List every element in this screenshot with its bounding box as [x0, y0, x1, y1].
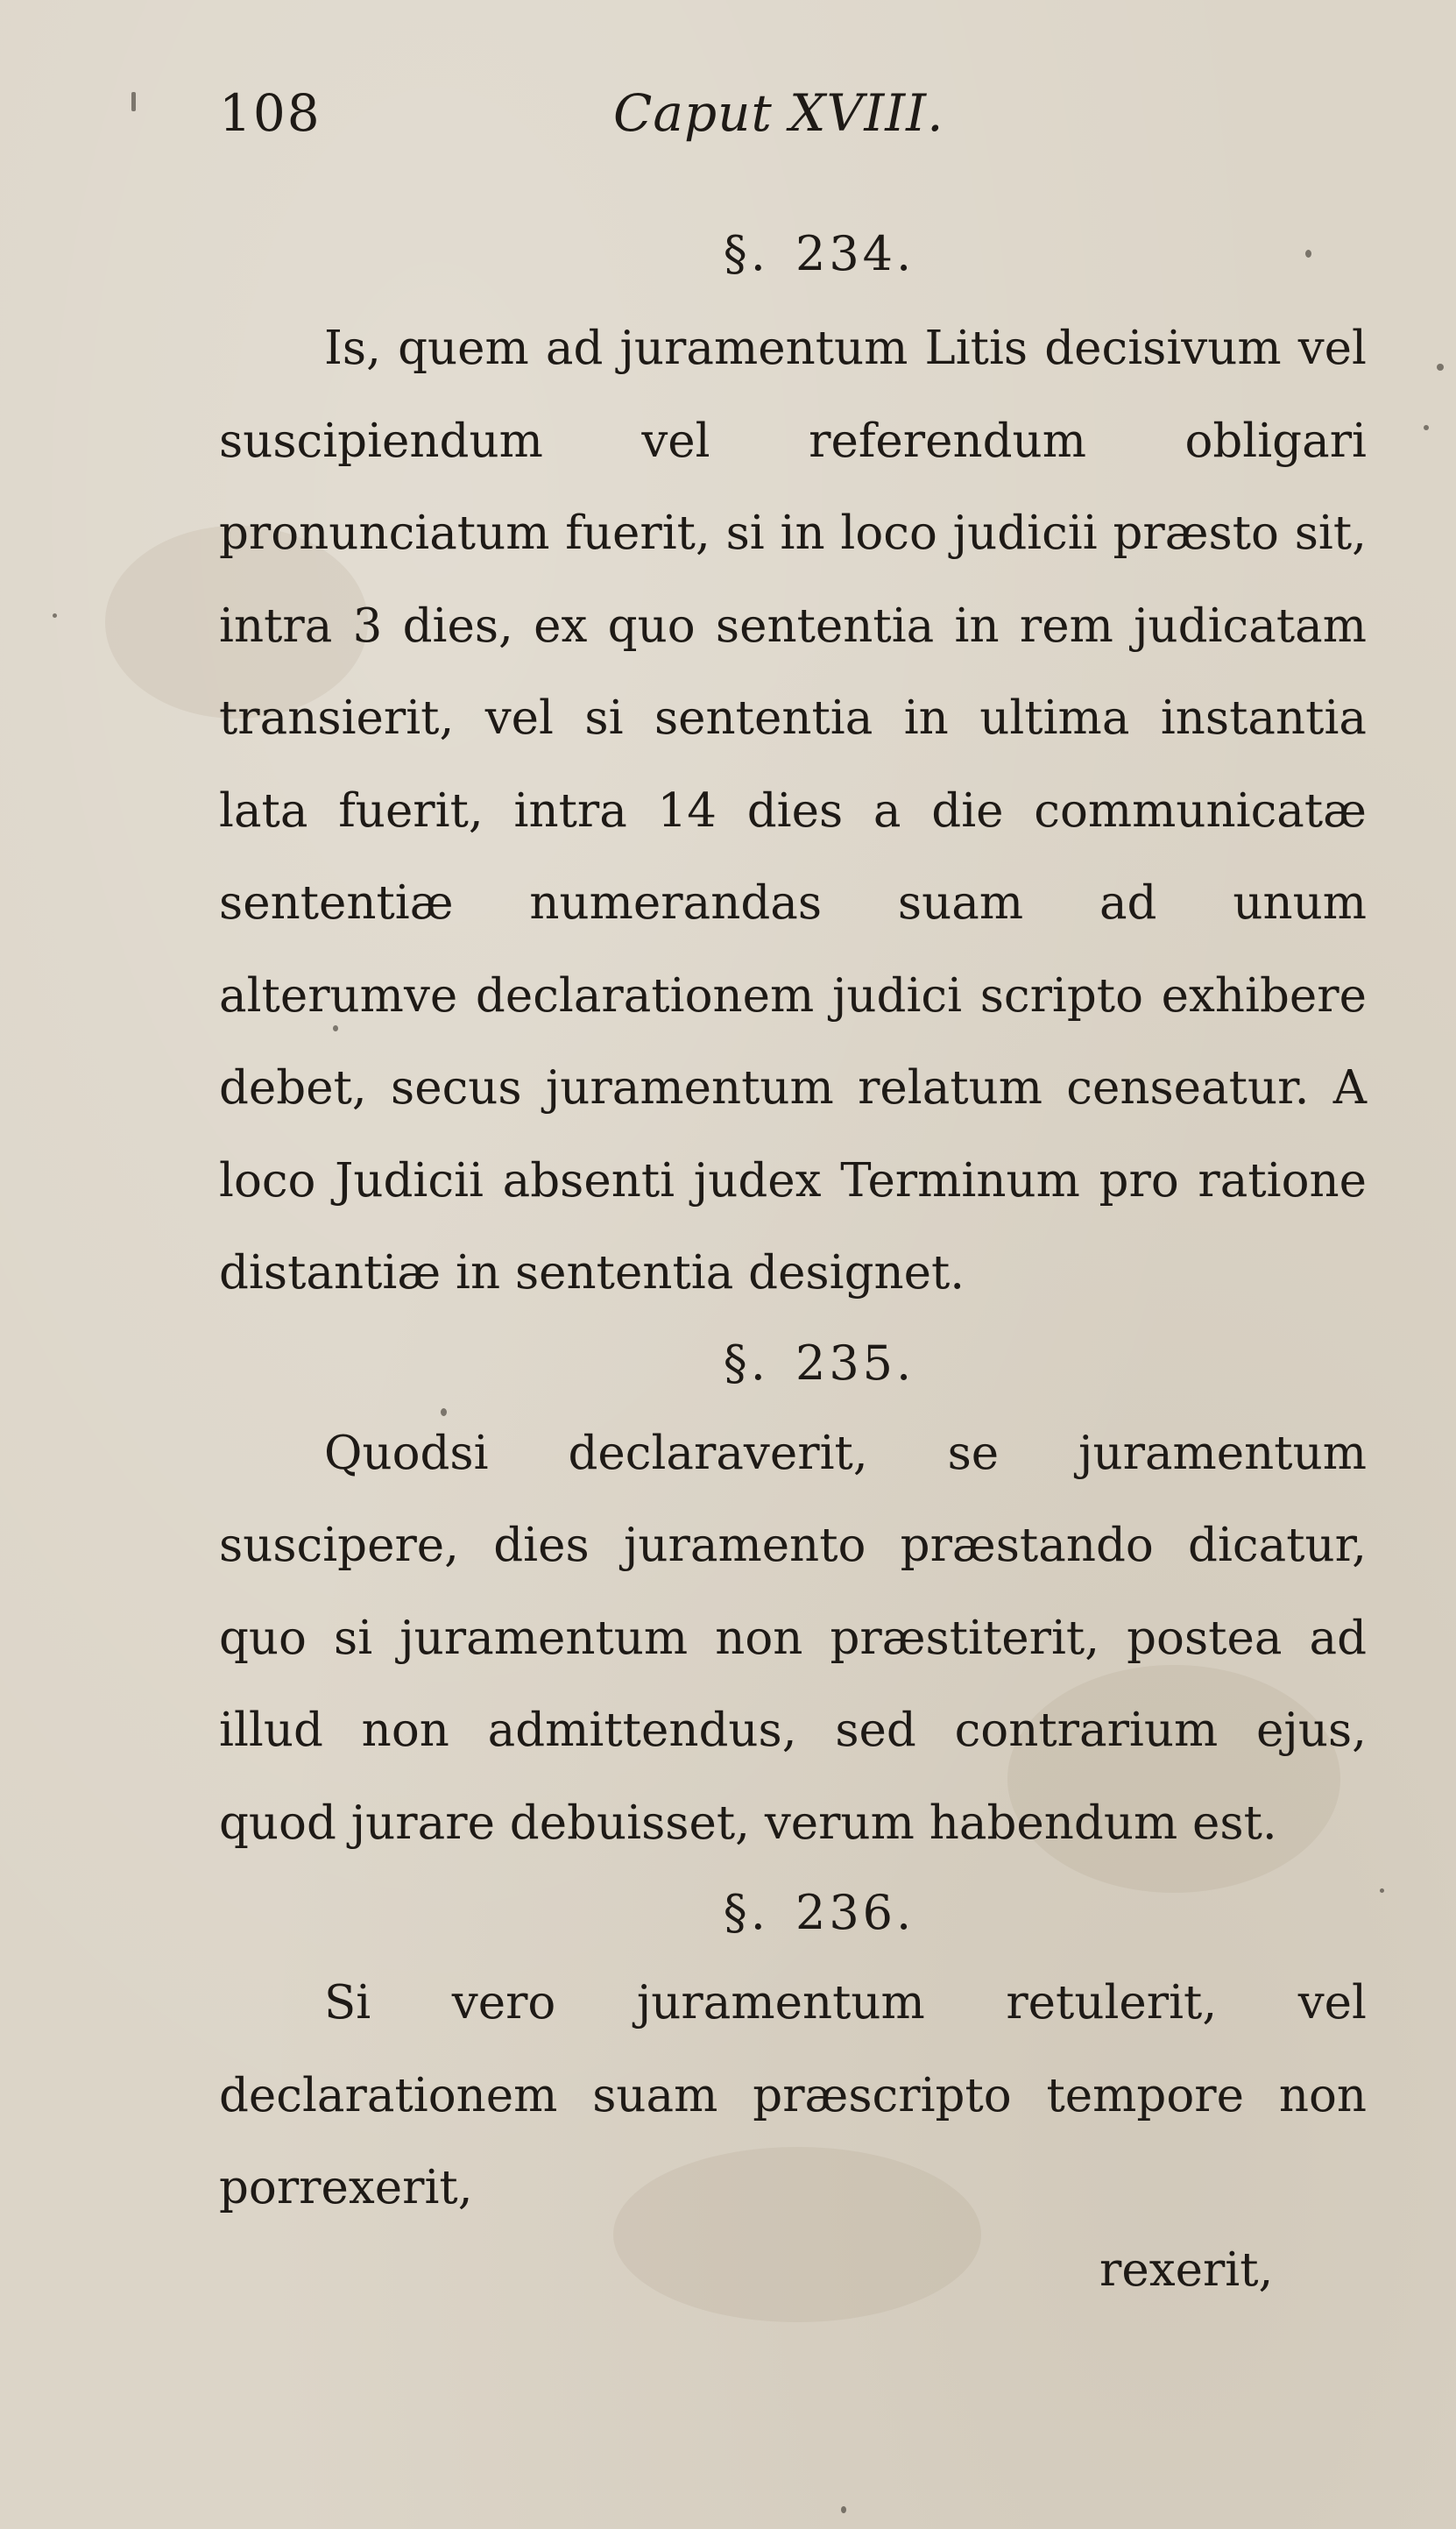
- section-number: 234.: [795, 226, 915, 281]
- ink-speck: [841, 2506, 846, 2513]
- ink-speck: [1424, 425, 1429, 430]
- ink-speck: [1437, 364, 1444, 371]
- section-symbol: §.: [723, 1885, 769, 1940]
- section-symbol: §.: [723, 1335, 769, 1391]
- catchword: rexerit,: [1099, 2243, 1274, 2297]
- section-heading-236: [272, 1869, 1367, 1957]
- section-number: 236.: [795, 1885, 915, 1940]
- text-column: [219, 210, 1367, 2235]
- section-heading-234: [272, 210, 1367, 298]
- page-number: 108: [219, 83, 322, 143]
- section-heading-235: [272, 1320, 1367, 1407]
- section-234-paragraph: Is, quem ad juramentum Litis decisivum vel suscipiendum vel referendum obligari pronunciatum fuerit, si in loco judicii præsto sit, intra 3 dies, ex quo sententia in rem judicatam transierit, vel si sententia in ultima instantia lata fuerit, intra 14 dies a die communicatæ sententiæ numerandas suam ad unum alterumve declarationem judici scripto exhibere debet, secus juramentum relatum censeatur. A loco Judicii absenti judex Terminum pro ratione distantiæ in sententia designet.: [219, 322, 1367, 1300]
- section-235-paragraph: Quodsi declaraverit, se juramentum suscipere, dies juramento præstando dicatur, quo si juramentum non præstiterit, postea ad illud non admittendus, sed contrarium ejus, quod jurare debuisset, verum habendum est.: [219, 1426, 1367, 1850]
- ink-speck: [53, 613, 57, 618]
- page-header: [219, 83, 1007, 162]
- ink-speck: [1380, 1888, 1384, 1893]
- section-symbol: §.: [723, 226, 769, 281]
- running-head: Caput XVIII.: [613, 83, 944, 143]
- ink-speck: [131, 92, 136, 111]
- section-236-paragraph: Si vero juramentum retulerit, vel declarationem suam præscripto tempore non porrexerit,: [219, 1976, 1367, 2214]
- section-number: 235.: [795, 1335, 915, 1391]
